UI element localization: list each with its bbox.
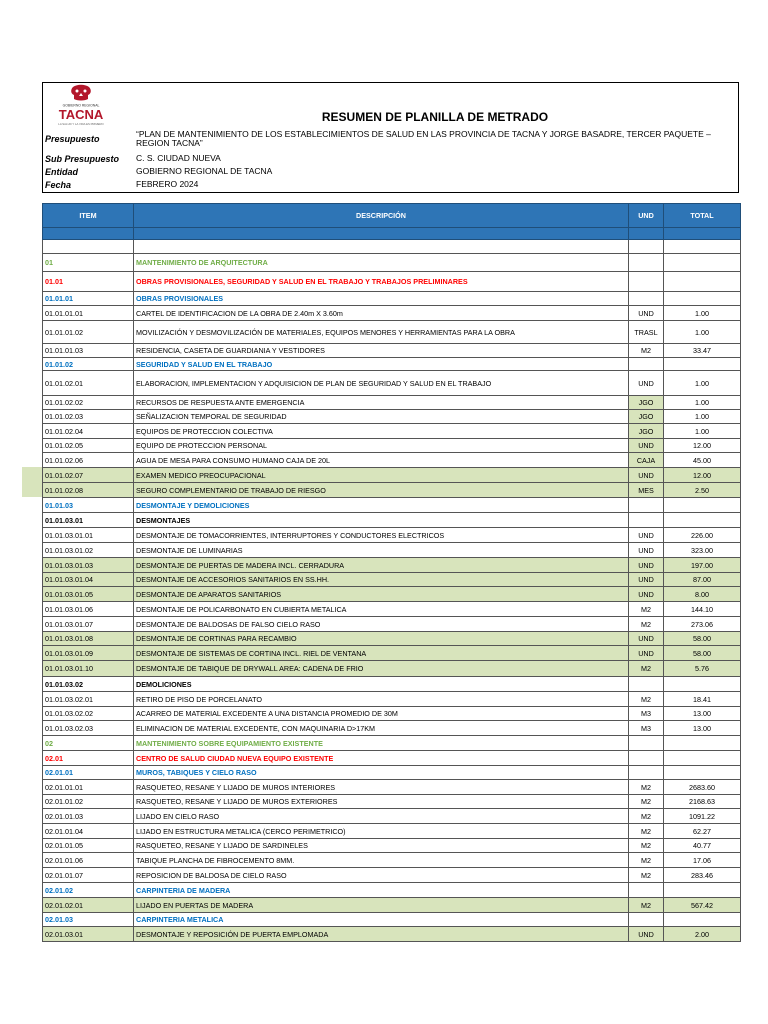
item-cell: 02.01.02 [43,883,134,898]
und-cell: M2 [629,780,664,795]
table-row [43,468,741,483]
item-cell: 01.01.02.06 [43,453,134,468]
und-cell: M3 [629,707,664,721]
table-row [43,853,741,868]
total-cell: 1091.22 [664,809,741,824]
total-cell: 45.00 [664,453,741,468]
table-row [43,927,741,942]
item-cell: 01.01.03.01.03 [43,558,134,573]
descripcion-cell: RASQUETEO, RESANE Y LIJADO DE MUROS EXTERIORES [134,795,629,809]
total-cell: 12.00 [664,439,741,453]
descripcion-cell: CARPINTERIA METALICA [134,913,629,927]
table-header-row [43,204,741,228]
total-cell: 13.00 [664,721,741,736]
descripcion-cell: RASQUETEO, RESANE Y LIJADO DE MUROS INTERIORES [134,780,629,795]
table-row [43,824,741,839]
table-row [43,272,741,292]
total-cell: 62.27 [664,824,741,839]
und-cell: M2 [629,824,664,839]
total-cell: 1.00 [664,410,741,424]
item-cell: 01.01.02.07 [43,468,134,483]
total-cell: 2.50 [664,483,741,498]
item-cell: 02.01 [43,751,134,766]
total-cell: 2.00 [664,927,741,942]
table-row [43,632,741,646]
und-cell: UND [629,468,664,483]
table-row [43,424,741,439]
total-cell [664,913,741,927]
table-row [43,707,741,721]
descripcion-cell: SEGURO COMPLEMENTARIO DE TRABAJO DE RIESGO [134,483,629,498]
descripcion-cell: TABIQUE PLANCHA DE FIBROCEMENTO 8MM. [134,853,629,868]
item-cell: 02.01.03 [43,913,134,927]
und-cell: JGO [629,424,664,439]
item-cell: 01.01.03.01.04 [43,573,134,587]
und-cell [629,913,664,927]
item-cell: 01.01.03.01 [43,513,134,528]
svg-text:TACNA: TACNA [58,107,104,122]
item-cell: 01.01.03.01.05 [43,587,134,602]
und-cell: UND [629,439,664,453]
table-row [43,358,741,371]
fecha-value: FEBRERO 2024 [136,179,199,189]
total-cell: 18.41 [664,692,741,707]
und-cell: M2 [629,839,664,853]
descripcion-cell: DESMONTAJE DE BALDOSAS DE FALSO CIELO RASO [134,617,629,632]
item-cell: 01.01.03.01.07 [43,617,134,632]
und-cell: UND [629,528,664,543]
item-cell: 01.01.03.02.01 [43,692,134,707]
table-row [43,410,741,424]
table-row [43,254,741,272]
total-cell [664,751,741,766]
und-cell: JGO [629,396,664,410]
presupuesto-label: Presupuesto [45,134,100,144]
item-cell: 02.01.03.01 [43,927,134,942]
total-cell: 5.76 [664,661,741,677]
header-item: ITEM [43,204,134,228]
table-row [43,439,741,453]
item-cell: 01.01 [43,272,134,292]
table-row [43,661,741,677]
table-row [43,396,741,410]
table-row [43,809,741,824]
descripcion-cell: EQUIPO DE PROTECCION PERSONAL [134,439,629,453]
descripcion-cell: ELABORACION, IMPLEMENTACION Y ADQUISICION DE PLAN DE SEGURIDAD Y SALUD EN EL TRABAJO [134,371,629,396]
item-cell: 02.01.01.04 [43,824,134,839]
item-cell: 02.01.01.06 [43,853,134,868]
item-cell: 01.01.02.02 [43,396,134,410]
descripcion-cell: RASQUETEO, RESANE Y LIJADO DE SARDINELES [134,839,629,853]
item-cell: 01.01.02 [43,358,134,371]
total-cell [664,883,741,898]
item-cell: 01.01.01 [43,292,134,306]
und-cell: M2 [629,809,664,824]
descripcion-cell: DESMONTAJE DE POLICARBONATO EN CUBIERTA METALICA [134,602,629,617]
und-cell: M2 [629,868,664,883]
descripcion-cell: DESMONTAJE DE PUERTAS DE MADERA INCL. CERRADURA [134,558,629,573]
item-cell: 02.01.01.02 [43,795,134,809]
total-cell [664,766,741,780]
item-cell: 02.01.01 [43,766,134,780]
descripcion-cell: DESMONTAJE DE TOMACORRIENTES, INTERRUPTORES Y CONDUCTORES ELECTRICOS [134,528,629,543]
table-row [43,371,741,396]
descripcion-cell: DESMONTAJE DE TABIQUE DE DRYWALL AREA: CADENA DE FRIO [134,661,629,677]
descripcion-cell: DESMONTAJE DE LUMINARIAS [134,543,629,558]
total-cell: 283.46 [664,868,741,883]
total-cell [664,254,741,272]
descripcion-cell: RESIDENCIA, CASETA DE GUARDIANIA Y VESTIDORES [134,344,629,358]
descripcion-cell: DESMONTAJE Y DEMOLICIONES [134,498,629,513]
blank-row [43,240,741,254]
total-cell: 87.00 [664,573,741,587]
descripcion-cell: RECURSOS DE RESPUESTA ANTE EMERGENCIA [134,396,629,410]
descripcion-cell: OBRAS PROVISIONALES [134,292,629,306]
total-cell [664,272,741,292]
total-cell [664,498,741,513]
total-cell [664,677,741,692]
item-cell: 01.01.02.03 [43,410,134,424]
total-cell: 58.00 [664,646,741,661]
descripcion-cell: RETIRO DE PISO DE PORCELANATO [134,692,629,707]
total-cell: 1.00 [664,396,741,410]
table-row [43,898,741,913]
table-row [43,528,741,543]
table-row [43,617,741,632]
und-cell [629,272,664,292]
descripcion-cell: EXAMEN MEDICO PREOCUPACIONAL [134,468,629,483]
total-cell [664,292,741,306]
total-cell: 33.47 [664,344,741,358]
total-cell: 8.00 [664,587,741,602]
tacna-logo [55,84,107,130]
total-cell: 2168.63 [664,795,741,809]
table-row [43,602,741,617]
table-row [43,780,741,795]
table-row [43,513,741,528]
item-cell: 01.01.03 [43,498,134,513]
descripcion-cell: DESMONTAJE DE CORTINAS PARA RECAMBIO [134,632,629,646]
item-cell: 02.01.01.01 [43,780,134,795]
total-cell [664,358,741,371]
table-row [43,839,741,853]
total-cell [664,736,741,751]
und-cell [629,751,664,766]
table-row [43,292,741,306]
item-cell: 01.01.03.01.10 [43,661,134,677]
total-cell: 323.00 [664,543,741,558]
total-cell: 1.00 [664,371,741,396]
und-cell: M2 [629,853,664,868]
und-cell [629,358,664,371]
descripcion-cell: LIJADO EN PUERTAS DE MADERA [134,898,629,913]
total-cell [664,513,741,528]
item-cell: 01.01.02.05 [43,439,134,453]
und-cell [629,883,664,898]
document-title: RESUMEN DE PLANILLA DE METRADO [321,110,549,124]
total-cell: 197.00 [664,558,741,573]
table-row [43,883,741,898]
header-spacer-row [43,228,741,240]
und-cell: M2 [629,898,664,913]
total-cell: 226.00 [664,528,741,543]
table-row [43,573,741,587]
table-body [43,254,741,942]
und-cell [629,736,664,751]
descripcion-cell: ACARREO DE MATERIAL EXCEDENTE A UNA DISTANCIA PROMEDIO DE 30M [134,707,629,721]
total-cell: 144.10 [664,602,741,617]
item-cell: 01.01.01.01 [43,306,134,321]
item-cell: 01.01.01.02 [43,321,134,344]
descripcion-cell: OBRAS PROVISIONALES, SEGURIDAD Y SALUD EN EL TRABAJO Y TRABAJOS PRELIMINARES [134,272,629,292]
item-cell: 02 [43,736,134,751]
total-cell: 1.00 [664,306,741,321]
item-cell: 01.01.03.01.08 [43,632,134,646]
und-cell: UND [629,587,664,602]
und-cell: M2 [629,617,664,632]
und-cell: UND [629,573,664,587]
total-cell: 273.06 [664,617,741,632]
table-row [43,766,741,780]
und-cell: M2 [629,795,664,809]
descripcion-cell: DEMOLICIONES [134,677,629,692]
entidad-label: Entidad [45,167,78,177]
und-cell: UND [629,543,664,558]
table-row [43,453,741,468]
item-cell: 01.01.03.01.02 [43,543,134,558]
svg-text:GOBIERNO REGIONAL: GOBIERNO REGIONAL [62,103,100,108]
header-und: UND [629,204,664,228]
item-cell: 02.01.01.05 [43,839,134,853]
total-cell: 1.00 [664,321,741,344]
table-row [43,913,741,927]
total-cell: 13.00 [664,707,741,721]
entidad-value: GOBIERNO REGIONAL DE TACNA [136,166,273,176]
total-cell: 1.00 [664,424,741,439]
und-cell: CAJA [629,453,664,468]
descripcion-cell: DESMONTAJE Y REPOSICIÓN DE PUERTA EMPLOMADA [134,927,629,942]
und-cell: M2 [629,602,664,617]
subpresupuesto-label: Sub Presupuesto [45,154,120,164]
table-row [43,321,741,344]
total-cell: 2683.60 [664,780,741,795]
und-cell: UND [629,927,664,942]
und-cell: M2 [629,692,664,707]
und-cell: M2 [629,661,664,677]
descripcion-cell: SEGURIDAD Y SALUD EN EL TRABAJO [134,358,629,371]
item-cell: 01.01.03.02.02 [43,707,134,721]
item-cell: 02.01.01.07 [43,868,134,883]
descripcion-cell: ELIMINACION DE MATERIAL EXCEDENTE, CON MAQUINARIA D>17KM [134,721,629,736]
table-row [43,868,741,883]
und-cell [629,254,664,272]
descripcion-cell: MUROS, TABIQUES Y CIELO RASO [134,766,629,780]
total-cell: 12.00 [664,468,741,483]
header-total: TOTAL [664,204,741,228]
descripcion-cell: CARTEL DE IDENTIFICACION DE LA OBRA DE 2.40m X 3.60m [134,306,629,321]
descripcion-cell: MOVILIZACIÓN Y DESMOVILIZACIÓN DE MATERIALES, EQUIPOS MENORES Y HERRAMIENTAS PARA LA OBRA [134,321,629,344]
table-row [43,721,741,736]
table-row [43,677,741,692]
und-cell: UND [629,306,664,321]
und-cell [629,677,664,692]
und-cell [629,766,664,780]
item-cell: 01.01.02.08 [43,483,134,498]
descripcion-cell: DESMONTAJE DE SISTEMAS DE CORTINA INCL. RIEL DE VENTANA [134,646,629,661]
und-cell: M3 [629,721,664,736]
table-row [43,646,741,661]
und-cell: UND [629,371,664,396]
total-cell: 17.06 [664,853,741,868]
item-cell: 01.01.03.01.01 [43,528,134,543]
item-cell: 01.01.03.02.03 [43,721,134,736]
subpresupuesto-value: C. S. CIUDAD NUEVA [136,153,221,163]
und-cell [629,513,664,528]
item-cell: 02.01.01.03 [43,809,134,824]
table-row [43,692,741,707]
und-cell: UND [629,646,664,661]
item-cell: 02.01.02.01 [43,898,134,913]
item-cell: 01.01.02.01 [43,371,134,396]
und-cell: TRASL [629,321,664,344]
descripcion-cell: SEÑALIZACION TEMPORAL DE SEGURIDAD [134,410,629,424]
descripcion-cell: LIJADO EN ESTRUCTURA METALICA (CERCO PERIMETRICO) [134,824,629,839]
item-cell: 01.01.02.04 [43,424,134,439]
descripcion-cell: MANTENIMIENTO SOBRE EQUIPAMIENTO EXISTENTE [134,736,629,751]
descripcion-cell: LIJADO EN CIELO RASO [134,809,629,824]
table-row [43,795,741,809]
und-cell: UND [629,632,664,646]
item-cell: 01.01.03.02 [43,677,134,692]
table-row [43,751,741,766]
und-cell: M2 [629,344,664,358]
total-cell: 40.77 [664,839,741,853]
descripcion-cell: EQUIPOS DE PROTECCION COLECTIVA [134,424,629,439]
item-cell: 01.01.03.01.09 [43,646,134,661]
table-row [43,587,741,602]
descripcion-cell: DESMONTAJE DE ACCESORIOS SANITARIOS EN SS.HH. [134,573,629,587]
table-row [43,344,741,358]
table-row [43,483,741,498]
descripcion-cell: CARPINTERIA DE MADERA [134,883,629,898]
metrado-table [42,203,741,942]
descripcion-cell: AGUA DE MESA PARA CONSUMO HUMANO CAJA DE 20L [134,453,629,468]
fecha-label: Fecha [45,180,72,190]
item-cell: 01.01.03.01.06 [43,602,134,617]
presupuesto-value: “PLAN DE MANTENIMIENTO DE LOS ESTABLECIMIENTOS DE SALUD EN LAS PROVINCIA DE TACNA Y JORGE BASADRE, TERCER PAQUETE – REGION TACNA” [136,129,711,148]
table-row [43,736,741,751]
descripcion-cell: CENTRO DE SALUD CIUDAD NUEVA EQUIPO EXISTENTE [134,751,629,766]
und-cell: JGO [629,410,664,424]
item-cell: 01 [43,254,134,272]
und-cell [629,498,664,513]
svg-text:LA SALUD Y LA VIDA ES PRIMERO: LA SALUD Y LA VIDA ES PRIMERO [58,122,104,126]
descripcion-cell: DESMONTAJE DE APARATOS SANITARIOS [134,587,629,602]
und-cell: UND [629,558,664,573]
table-row [43,558,741,573]
item-cell: 01.01.01.03 [43,344,134,358]
descripcion-cell: REPOSICION DE BALDOSA DE CIELO RASO [134,868,629,883]
descripcion-cell: MANTENIMIENTO DE ARQUITECTURA [134,254,629,272]
header-descripcion: DESCRIPCIÓN [134,204,629,228]
total-cell: 58.00 [664,632,741,646]
table-row [43,306,741,321]
und-cell: MES [629,483,664,498]
side-highlight-mark [22,467,43,497]
table-row [43,498,741,513]
descripcion-cell: DESMONTAJES [134,513,629,528]
und-cell [629,292,664,306]
table-row [43,543,741,558]
total-cell: 567.42 [664,898,741,913]
